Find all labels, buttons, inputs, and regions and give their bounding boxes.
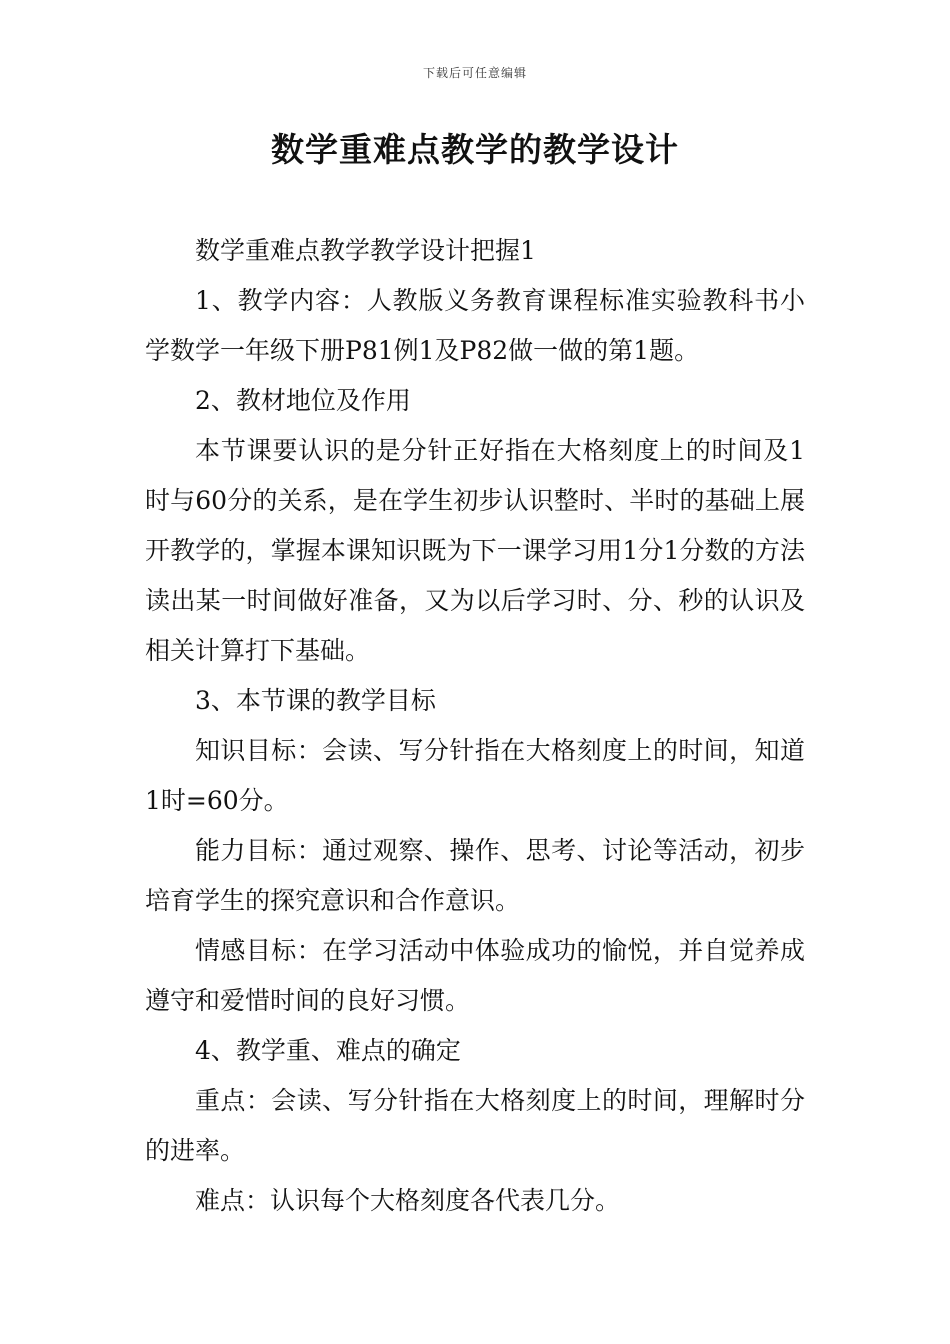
paragraph-subtitle: 数学重难点教学教学设计把握1 [195, 236, 536, 265]
paragraph-knowledge-goal: 知识目标：会读、写分针指在大格刻度上的时间，知道1时=60分。 [145, 736, 805, 815]
paragraph-heading-material-role: 2、教材地位及作用 [195, 386, 411, 415]
document-body [145, 226, 805, 1226]
paragraph-emotion-goal: 情感目标：在学习活动中体验成功的愉悦，并自觉养成遵守和爱惜时间的良好习惯。 [145, 936, 805, 1015]
page-header-note: 下载后可任意编辑 [422, 66, 527, 80]
paragraph-teaching-content: 1、教学内容：人教版义务教育课程标准实验教科书小学数学一年级下册P81例1及P82做一做的第1题。 [145, 286, 805, 365]
paragraph-heading-key-points: 4、教学重、难点的确定 [195, 1036, 461, 1065]
paragraph-difficult-point: 难点：认识每个大格刻度各代表几分。 [195, 1186, 621, 1215]
paragraph-ability-goal: 能力目标：通过观察、操作、思考、讨论等活动，初步培育学生的探究意识和合作意识。 [145, 836, 805, 915]
document-title: 数学重难点教学的教学设计 [271, 130, 679, 169]
paragraph-heading-goals: 3、本节课的教学目标 [195, 686, 436, 715]
paragraph-key-point: 重点：会读、写分针指在大格刻度上的时间，理解时分的进率。 [145, 1086, 805, 1165]
paragraph-material-role: 本节课要认识的是分针正好指在大格刻度上的时间及1时与60分的关系，是在学生初步认识整时、半时的基础上展开教学的，掌握本课知识既为下一课学习用1分1分数的方法读出某一时间做好准备，又为以后学习时、分、秒的认识及相关计算打下基础。 [145, 436, 805, 665]
